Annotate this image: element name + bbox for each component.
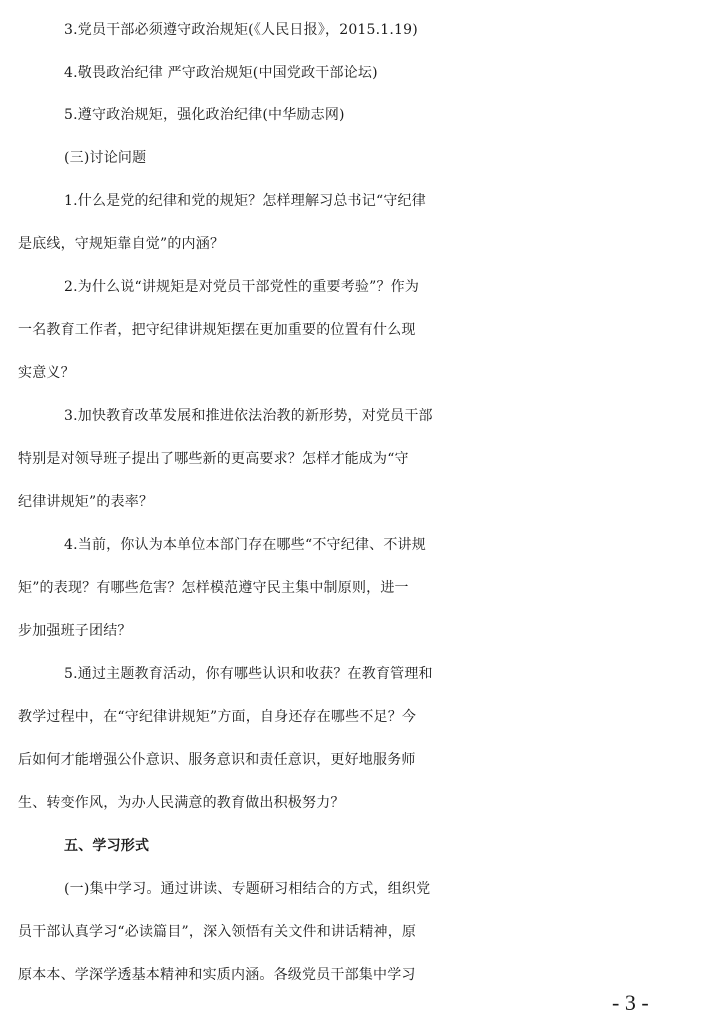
question-5-line-2: 教学过程中，在“守纪律讲规矩”方面，自身还存在哪些不足？今 — [18, 709, 417, 725]
question-2-line-3: 实意义？ — [18, 365, 75, 381]
page-number: - 3 - — [612, 990, 649, 1015]
question-5-line-1: 5.通过主题教育活动，你有哪些认识和收获？在教育管理和 — [64, 666, 433, 682]
reading-item-5: 5.遵守政治规矩，强化政治纪律(中华励志网) — [64, 107, 345, 123]
reading-item-4: 4.敬畏政治纪律 严守政治规矩(中国党政干部论坛) — [64, 65, 378, 81]
section-heading-discussion: (三)讨论问题 — [64, 150, 147, 166]
question-4-line-2: 矩”的表现？有哪些危害？怎样模范遵守民主集中制原则，进一 — [18, 580, 409, 596]
question-3-line-1: 3.加快教育改革发展和推进依法治教的新形势，对党员干部 — [64, 408, 433, 424]
question-2-line-2: 一名教育工作者，把守纪律讲规矩摆在更加重要的位置有什么现 — [18, 322, 416, 338]
reading-item-3: 3.党员干部必须遵守政治规矩(《人民日报》，2015.1.19) — [64, 22, 418, 38]
question-5-line-3: 后如何才能增强公仆意识、服务意识和责任意识，更好地服务师 — [18, 752, 416, 768]
question-2-line-1: 2.为什么说“讲规矩是对党员干部党性的重要考验”？作为 — [64, 279, 420, 295]
question-5-line-4: 生、转变作风，为办人民满意的教育做出积极努力？ — [18, 795, 345, 811]
study-format-line-1: (一)集中学习。通过讲读、专题研习相结合的方式，组织党 — [64, 881, 431, 897]
question-1-line-2: 是底线，守规矩靠自觉”的内涵？ — [18, 236, 225, 252]
question-1-line-1: 1.什么是党的纪律和党的规矩？怎样理解习总书记“守纪律 — [64, 193, 426, 209]
question-4-line-1: 4.当前，你认为本单位本部门存在哪些“不守纪律、不讲规 — [64, 537, 426, 553]
question-3-line-3: 纪律讲规矩”的表率？ — [18, 494, 154, 510]
section-heading-study-format: 五、学习形式 — [64, 838, 150, 854]
study-format-line-2: 员干部认真学习“必读篇目”，深入领悟有关文件和讲话精神，原 — [18, 924, 417, 940]
study-format-line-3: 原本本、学深学透基本精神和实质内涵。各级党员干部集中学习 — [18, 967, 416, 983]
question-4-line-3: 步加强班子团结？ — [18, 623, 132, 639]
question-3-line-2: 特别是对领导班子提出了哪些新的更高要求？怎样才能成为“守 — [18, 451, 409, 467]
